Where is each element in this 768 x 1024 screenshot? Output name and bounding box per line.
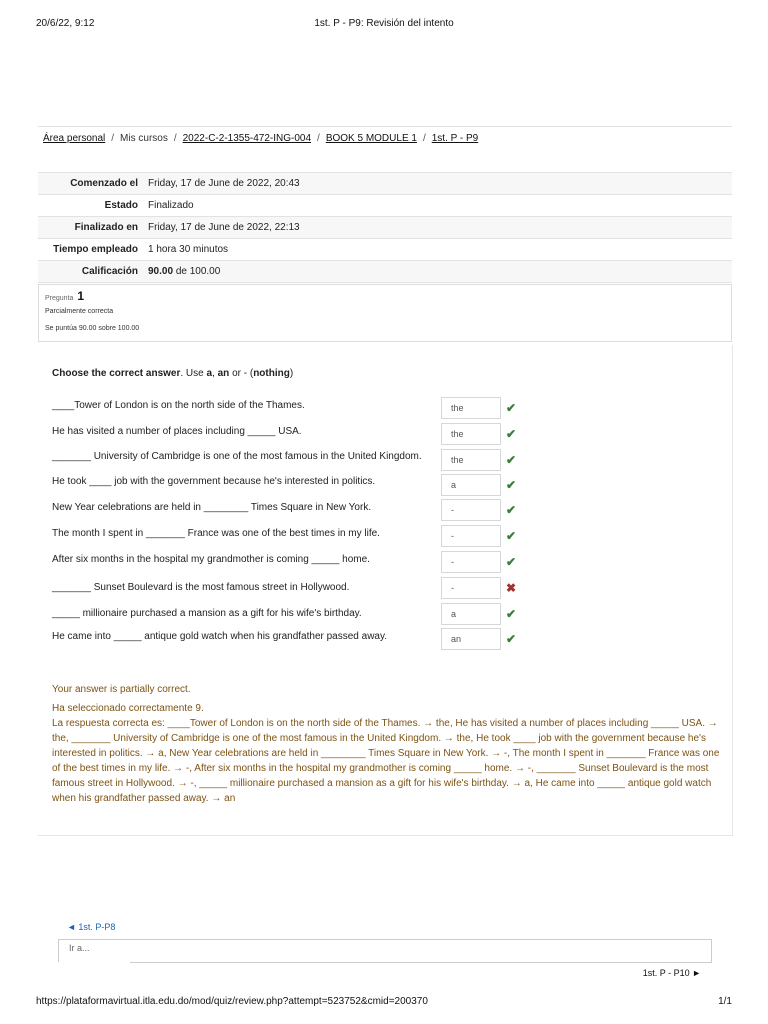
check-icon: ✔ <box>506 453 517 467</box>
summary-value <box>144 261 732 283</box>
summary-value: Finalizado <box>148 200 194 211</box>
grade-suffix: de 100.00 <box>175 266 221 277</box>
question-item-text: After six months in the hospital my grandmother is coming _____ home. <box>52 554 370 565</box>
print-date: 20/6/22, 9:12 <box>36 18 95 29</box>
question-item-text: New Year celebrations are held in ________ Times Square in New York. <box>52 502 372 513</box>
question-item-text: He took ____ job with the government because he's interested in politics. <box>52 476 376 487</box>
check-icon: ✔ <box>506 632 517 646</box>
prev-activity-link[interactable]: ◄ 1st. P-P8 <box>67 922 116 932</box>
page-break-mask <box>58 962 130 976</box>
print-page-number: 1/1 <box>718 996 732 1007</box>
answer-select[interactable]: the <box>441 397 501 419</box>
check-icon: ✔ <box>506 478 517 492</box>
answer-select[interactable]: - <box>441 577 501 599</box>
feedback-general: Your answer is partially correct. <box>52 684 191 695</box>
breadcrumb-course[interactable]: 2022-C-2-1355-472-ING-004 <box>182 133 312 144</box>
prompt-strong: Choose the correct answer <box>52 368 181 379</box>
question-item-text: _____ millionaire purchased a mansion as a gift for his wife's birthday. <box>52 608 362 619</box>
print-url: https://plataformavirtual.itla.edu.do/mod/quiz/review.php?attempt=523752&cmid=200370 <box>36 996 428 1007</box>
summary-row-grade <box>38 261 732 283</box>
summary-label: Estado <box>104 200 138 211</box>
question-item-text: He came into _____ antique gold watch when his grandfather passed away. <box>52 631 388 642</box>
answer-select[interactable]: a <box>441 474 501 496</box>
summary-label: Comenzado el <box>70 178 138 189</box>
summary-label: Finalizado en <box>74 222 138 233</box>
question-state: Parcialmente correcta <box>45 308 114 315</box>
prompt-sep: , <box>212 368 218 379</box>
print-title: 1st. P - P9: Revisión del intento <box>314 18 454 29</box>
jump-to-placeholder: Ir a... <box>69 943 90 953</box>
question-item-text: ____Tower of London is on the north side of the Thames. <box>52 400 305 411</box>
prompt-or: or - ( <box>229 368 254 379</box>
attempt-summary-table <box>38 172 732 283</box>
summary-row-time <box>38 239 732 261</box>
prompt-text: . Use <box>180 368 207 379</box>
answer-select[interactable]: an <box>441 628 501 650</box>
cross-icon: ✖ <box>506 581 517 595</box>
summary-label: Tiempo empleado <box>53 244 138 255</box>
check-icon: ✔ <box>506 607 517 621</box>
question-label: Pregunta <box>45 295 74 302</box>
check-icon: ✔ <box>506 427 517 441</box>
answer-select[interactable]: - <box>441 499 501 521</box>
breadcrumb-quiz[interactable]: 1st. P - P9 <box>431 133 479 144</box>
question-item-text: _______ Sunset Boulevard is the most famous street in Hollywood. <box>52 582 350 593</box>
answer-select[interactable]: the <box>441 423 501 445</box>
check-icon: ✔ <box>506 401 517 415</box>
question-item-text: He has visited a number of places including _____ USA. <box>52 426 302 437</box>
feedback-right-answer: La respuesta correcta es: ____Tower of London is on the north side of the Thames. → the, He has visited a number of places including _____ USA. → the, _______ University of Cambridge is one of the most famous in the United Kingdom. → the, He took ____ job with the government because he's interested in politics. → a, New Year celebrations are held in ________ Times Square in New York. → -, The month I spent in _______ France was one of the best times in my life. → -, After six months in the hospital my grandmother is coming _____ home. → -, _______ Sunset Boulevard is the most famous street in Hollywood. → -, _____ millionaire purchased a mansion as a gift for his wife's birthday. → a, He came into _____ antique gold watch when his grandfather passed away. → an <box>52 718 720 804</box>
summary-row-started <box>38 173 732 195</box>
answer-select[interactable]: a <box>441 603 501 625</box>
prompt-nothing: nothing <box>253 368 290 379</box>
answer-select[interactable]: - <box>441 525 501 547</box>
answer-select[interactable]: the <box>441 449 501 471</box>
answer-select[interactable]: - <box>441 551 501 573</box>
jump-to-select[interactable] <box>58 939 712 963</box>
breadcrumb-module[interactable]: BOOK 5 MODULE 1 <box>325 133 417 144</box>
question-prompt <box>52 368 293 379</box>
question-item-text: The month I spent in _______ France was one of the best times in my life. <box>52 528 380 539</box>
feedback-count: Ha seleccionado correctamente 9. <box>52 703 204 714</box>
question-item-text: _______ University of Cambridge is one of the most famous in the United Kingdom. <box>52 451 422 462</box>
breadcrumb-my-courses[interactable]: Mis cursos <box>120 133 168 144</box>
question-info <box>38 284 732 342</box>
summary-value: 1 hora 30 minutos <box>148 244 229 255</box>
check-icon: ✔ <box>506 503 517 517</box>
grade-value: 90.00 <box>148 266 174 277</box>
question-grade: Se puntúa 90.00 sobre 100.00 <box>45 325 140 332</box>
next-activity-link[interactable]: 1st. P - P10 ► <box>642 968 701 978</box>
prompt-end: ) <box>289 368 294 379</box>
summary-row-finished <box>38 217 732 239</box>
prompt-a: a <box>206 368 213 379</box>
prompt-an: an <box>217 368 230 379</box>
breadcrumb-home[interactable]: Área personal <box>43 133 106 144</box>
check-icon: ✔ <box>506 529 517 543</box>
question-number <box>45 289 84 303</box>
question-number-value: 1 <box>77 289 85 303</box>
check-icon: ✔ <box>506 555 517 569</box>
summary-row-state <box>38 195 732 217</box>
summary-label: Calificación <box>81 266 138 277</box>
divider <box>38 126 732 127</box>
summary-value: Friday, 17 de June de 2022, 22:13 <box>148 222 300 233</box>
summary-value: Friday, 17 de June de 2022, 20:43 <box>148 178 300 189</box>
breadcrumb: Área personal / Mis cursos / 2022-C-2-1355-472-ING-004 / BOOK 5 MODULE 1 / 1st. P - P9 <box>43 133 479 144</box>
